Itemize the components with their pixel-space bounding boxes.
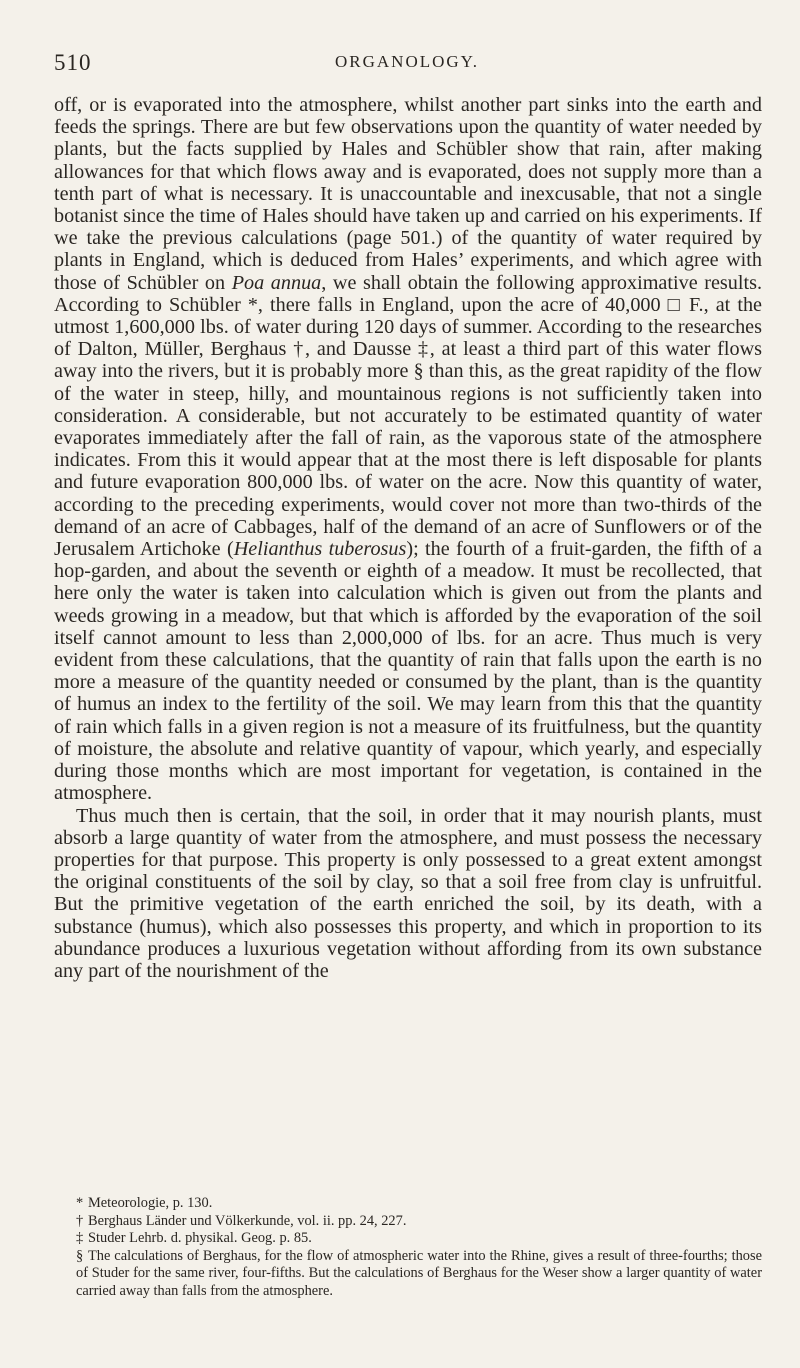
- p1-text-g: ); the fourth of a fruit-garden, the fifth of a hop-garden, and about the seventh or eighth of a meadow. It must be recollected, that here only the water is taken into calculation which is given out from the plants and weeds growing in a meadow, but that which is afforded by the evaporation of the soil itself cannot amount to less than 2,000,000 of lbs. for an acre. Thus much is very evident from these calculations, that the quantity of rain that falls upon the earth is no more a measure of the quantity needed or consumed by the plant, than is the quantity of humus an index to the fertility of the soil. We may learn from this that the quantity of rain which falls in a given region is not a measure of its fruitfulness, but the quantity of moisture, the absolute and relative quantity of vapour, which yearly, and especially during those months which are most important for vegetation, is contained in the atmosphere.: [54, 538, 762, 805]
- running-head: ORGANOLOGY.: [335, 52, 479, 71]
- page-number: 510: [54, 50, 92, 75]
- p1-text-b: , we shall obtain the following approximative results. According to Schübler: [54, 271, 762, 316]
- paragraph-2: Thus much then is certain, that the soil, in order that it may nourish plants, must absorb a large quantity of water from the atmosphere, and must possess the necessary properties for that purpose. This property is only possessed to a great extent amongst the original constituents of the soil by clay, so that a soil free from clay is unfruitful. But the primitive vegetation of the earth enriched the soil, by its death, with a substance (humus), which also possesses this property, and which in proportion to its abundance produces a luxurious vegetation without affording from its own substance any part of the nourishment of the: [54, 804, 762, 982]
- footnote-mark-section: §: [76, 1247, 84, 1264]
- species-poa-annua: Poa annua: [231, 271, 322, 294]
- p1-text-e: , at least a third part of this water flows away into the rivers, but it is probably more: [54, 338, 763, 383]
- page-header: [54, 50, 760, 84]
- footnote-4: [54, 1248, 762, 1301]
- p1-text-c: , there falls in England, upon the acre of 40,000 □ F., at the utmost 1,600,000 lbs. of water during 120 days of summer. According to the researches of Dalton, Müller, Berghaus: [54, 293, 763, 361]
- footnotes: [54, 1195, 762, 1301]
- paragraph-1: [54, 94, 762, 805]
- footnote-3: [54, 1230, 762, 1248]
- footnote-ref-section[interactable]: §: [413, 360, 424, 383]
- footnote-ref-dagger[interactable]: †: [293, 338, 305, 361]
- p1-text-a: off, or is evaporated into the atmosphere, whilst another part sinks into the earth and feeds the springs. There are but few observations upon the quantity of water needed by plants, but the facts supplied by Hales and Schübler show that rain, after making allowances for that which flows away and is evaporated, does not supply more than a tenth part of what is necessary. It is unaccountable and inexcusable, that not a single botanist since the time of Hales should have taken up and carried on his experiments. If we take the previous calculations (page 501.) of the quantity of water required by plants in England, which is deduced from Hales’ experiments, and which agree with those of Schübler on: [54, 94, 762, 294]
- footnote-mark-ddagger: ‡: [76, 1230, 84, 1247]
- footnote-2-text: Berghaus Länder und Völkerkunde, vol. ii. pp. 24, 227.: [88, 1212, 407, 1229]
- footnote-2: [54, 1213, 762, 1231]
- footnote-ref-ddagger[interactable]: ‡: [418, 338, 430, 361]
- footnote-1: [54, 1195, 762, 1213]
- footnote-3-text: Studer Lehrb. d. physikal. Geog. p. 85.: [88, 1230, 312, 1247]
- body-text: [54, 94, 762, 982]
- footnote-mark-star: *: [76, 1195, 84, 1211]
- footnote-ref-star[interactable]: *: [247, 293, 258, 316]
- species-helianthus: Helianthus tuberosus: [233, 538, 407, 561]
- p1-text-f: than this, as the great rapidity of the flow of the water in steep, hilly, and mountainous regions is not sufficiently taken into consideration. A considerable, but not accurately to be estimated quantity of water evaporates immediately after the fall of rain, as the vaporous state of the atmosphere indicates. From this it would appear that at the most there is left disposable for plants and future evaporation 800,000 lbs. of water on the acre. Now this quantity of water, according to the preceding experiments, would cover not more than two-thirds of the demand of an acre of Cabbages, half of the demand of an acre of Sunflowers or of the Jerusalem Artichoke (: [54, 360, 762, 561]
- footnote-4-text: The calculations of Berghaus, for the flow of atmospheric water into the Rhine, gives a result of three-fourths; those of Studer for the same river, four-fifths. But the calculations of Berghaus for the Weser show a larger quantity of water carried away than falls from the atmosphere.: [76, 1247, 762, 1299]
- footnote-1-text: Meteorologie, p. 130.: [88, 1195, 213, 1211]
- footnote-mark-dagger: †: [76, 1212, 84, 1229]
- p1-text-d: , and Dausse: [305, 338, 418, 361]
